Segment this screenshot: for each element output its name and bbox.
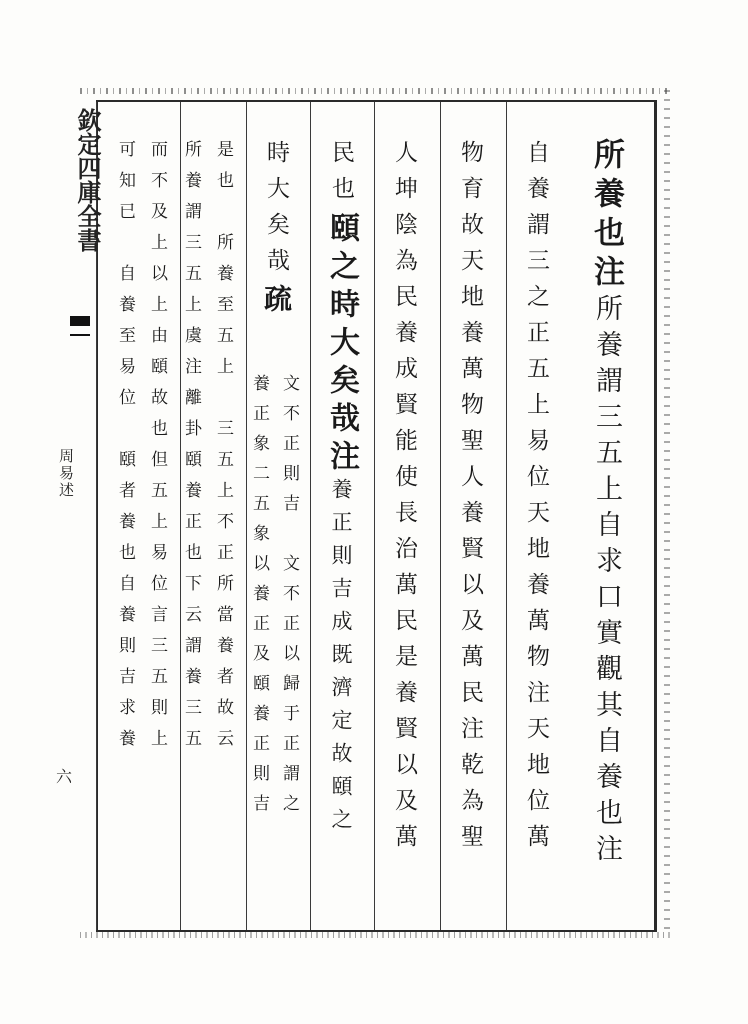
text-column-5 <box>324 140 359 841</box>
subcommentary-right: 而不及上以上由頤故也但五上易位言三五則上 <box>147 140 167 760</box>
commentary-text: 物育故天地養萬物聖人養賢以及萬民注乾為聖 <box>457 140 483 860</box>
text-column-1 <box>588 138 624 870</box>
page-edge-right <box>664 90 670 936</box>
fish-tail-mark <box>70 316 90 336</box>
fold-book-title: 周易述 <box>57 448 75 499</box>
subcommentary-right: 文不正則吉 文不正以歸于正謂之 <box>279 374 299 824</box>
page-edge-top <box>80 88 670 94</box>
main-text: 頤之時大矣哉注 <box>324 212 359 478</box>
column-rule <box>374 102 375 930</box>
text-column-2 <box>524 140 547 860</box>
commentary-text: 民也 <box>328 140 354 212</box>
subcommentary-left: 所養謂三五上虞注離卦頤養正也下云謂養三五 <box>181 140 201 760</box>
commentary-text: 人坤陰為民養成賢能使長治萬民是養賢以及萬 <box>391 140 417 860</box>
commentary-text: 所養謂三五上自求口實觀其自養也注 <box>591 294 622 870</box>
fold-page-number: 六 <box>56 767 73 786</box>
subcommentary-left: 養正象二五象以養正及頤養正則吉 <box>249 374 269 824</box>
text-column-3 <box>458 140 481 860</box>
text-column-6 <box>260 140 293 320</box>
subcommentary-left: 可知已 自養至易位 頤者養也自養則吉求養 <box>115 140 135 760</box>
commentary-text: 時大矣哉 <box>263 140 289 284</box>
fold-title: 欽定四庫全書 <box>73 108 102 252</box>
subcommentary-right: 是也 所養至五上 三五上不正所當養者故云 <box>213 140 233 760</box>
center-fold <box>56 104 102 924</box>
column-rule <box>506 102 507 930</box>
shu-marker: 疏 <box>260 284 293 320</box>
main-text: 所養也注 <box>588 138 624 294</box>
commentary-text: 養正則吉成既濟定故頤之 <box>329 478 353 841</box>
column-rule <box>310 102 311 930</box>
column-rule <box>440 102 441 930</box>
page-edge-bottom <box>80 932 670 938</box>
commentary-text: 自養謂三之正五上易位天地養萬物注天地位萬 <box>523 140 549 860</box>
text-column-4 <box>392 140 415 860</box>
column-rule <box>246 102 247 930</box>
